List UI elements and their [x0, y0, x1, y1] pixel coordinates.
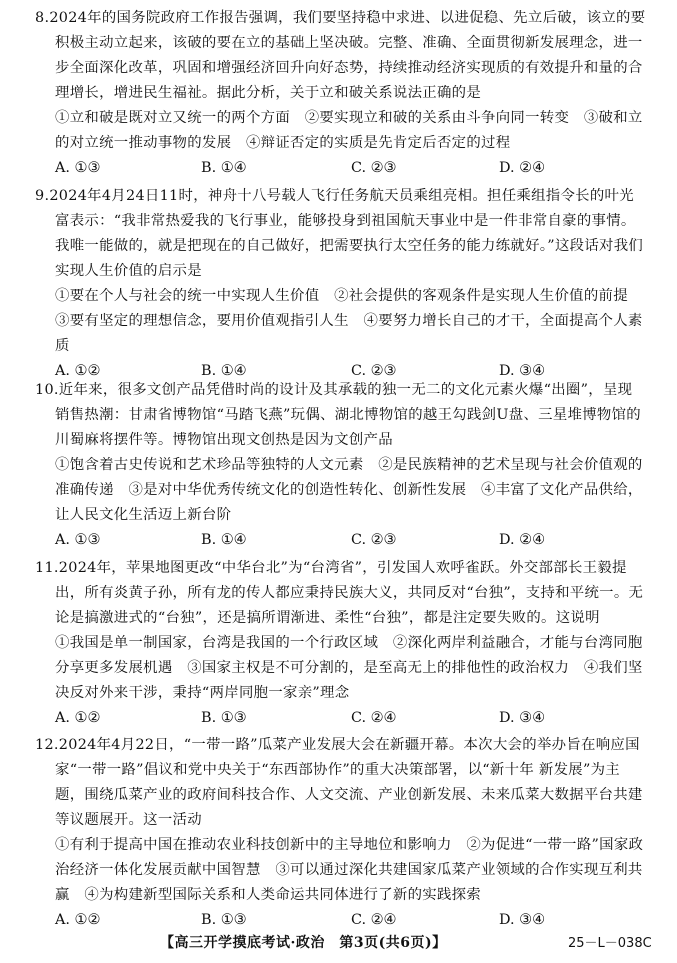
choice-a: A. ①② — [55, 912, 101, 928]
question-9 — [35, 184, 647, 384]
choice-a: A. ①② — [55, 710, 101, 726]
choice-b: B. ①④ — [201, 160, 247, 176]
question-statements: ①立和破是既对立又统一的两个方面 ②要实现立和破的关系由斗争向同一转变 ③破和立的对立统一推动事物的发展 ④辩证否定的实质是先肯定后否定的过程 — [55, 110, 643, 151]
choice-d: D. ②④ — [499, 532, 545, 548]
question-stem: 11.2024年，苹果地图更改“中华台北”为“台湾省”，引发国人欢呼雀跃。外交部部长王毅提出，所有炎黄子孙，所有龙的传人都应秉持民族大义，共同反对“台独”，支持和平统一。无论是搞激进式的“台独”，还是搞所谓渐进、柔性“台独”，都是注定要失败的。这说明 — [35, 560, 644, 626]
choice-d: D. ③④ — [499, 710, 545, 726]
question-statements: ①要在个人与社会的统一中实现人生价值 ②社会提供的客观条件是实现人生价值的前提 ③要有坚定的理想信念，要用价值观指引人生 ④要努力增长自己的才干，全面提高个人素质 — [55, 288, 643, 354]
choice-c: C. ②④ — [351, 710, 397, 726]
question-statements: ①饱含着古史传说和艺术珍品等独特的人文元素 ②是民族精神的艺术呈现与社会价值观的准确传递 ③是对中华优秀传统文化的创造性转化、创新性发展 ④丰富了文化产品供给，让人民文化生活迈上新台阶 — [55, 457, 643, 523]
choice-b: B. ①③ — [201, 710, 247, 726]
choice-c: C. ②③ — [351, 160, 397, 176]
question-11 — [35, 556, 647, 731]
choice-b: B. ①③ — [201, 912, 247, 928]
page-footer — [0, 930, 677, 952]
choice-d: D. ③④ — [499, 912, 545, 928]
choice-a: A. ①③ — [55, 532, 101, 548]
choice-b: B. ①④ — [201, 363, 247, 379]
choice-a: A. ①③ — [55, 160, 101, 176]
footer-title: 【高三开学摸底考试·政治 第3页(共6页)】 — [160, 935, 447, 951]
choice-d: D. ②④ — [499, 160, 545, 176]
question-stem: 8.2024年的国务院政府工作报告强调，我们要坚持稳中求进、以进促稳、先立后破，该立的要积极主动立起来，该破的要在立的基础上坚决破。完整、准确、全面贯彻新发展理念，进一步全面深化改革，巩固和增强经济回升向好态势，持续推动经济实现质的有效提升和量的合理增长，增进民生福祉。据此分析，关于立和破关系说法正确的是 — [35, 10, 646, 101]
choice-d: D. ③④ — [499, 363, 545, 379]
question-stem: 9.2024年4月24日11时，神舟十八号载人飞行任务航天员乘组亮相。担任乘组指令长的叶光富表示：“我非常热爱我的飞行事业，能够投身到祖国航天事业中是一件非常自豪的事情。我唯一能做的，就是把现在的自己做好，把需要执行太空任务的能力练就好。”这段话对我们实现人生价值的启示是 — [35, 188, 644, 279]
paper-code: 25－L－038C — [568, 936, 652, 951]
question-stem: 10.近年来，很多文创产品凭借时尚的设计及其承载的独一无二的文化元素火爆“出圈”，呈现销售热潮：甘肃省博物馆“马踏飞燕”玩偶、湖北博物馆的越王勾践剑U盘、三星堆博物馆的川蜀麻将摆件等。博物馆出现文创热是因为文创产品 — [35, 382, 641, 448]
question-12 — [35, 733, 647, 933]
question-stem: 12.2024年4月22日，“一带一路”瓜菜产业发展大会在新疆开幕。本次大会的举办旨在响应国家“一带一路”倡议和党中央关于“东西部协作”的重大决策部署，以“新十年 新发展”为主题，围绕瓜菜产业的政府间科技合作、人文交流、产业创新发展、未来瓜菜大数据平台共建等议题展开。这一活动 — [35, 737, 643, 828]
answer-choices — [35, 706, 647, 731]
answer-choices — [35, 528, 647, 553]
choice-c: C. ②③ — [351, 532, 397, 548]
question-statements: ①有利于提高中国在推动农业科技创新中的主导地位和影响力 ②为促进“一带一路”国家政治经济一体化发展贡献中国智慧 ③可以通过深化共建国家瓜菜产业领域的合作实现互利共赢 ④为构建新型国际关系和人类命运共同体进行了新的实践探索 — [55, 837, 644, 903]
choice-b: B. ①④ — [201, 532, 247, 548]
choice-c: C. ②④ — [351, 912, 397, 928]
choice-a: A. ①② — [55, 363, 101, 379]
question-8 — [35, 6, 647, 181]
question-statements: ①我国是单一制国家，台湾是我国的一个行政区域 ②深化两岸利益融合，才能与台湾同胞分享更多发展机遇 ③国家主权是不可分割的，是至高无上的排他性的政治权力 ④我们坚决反对外来干涉，秉持“两岸同胞一家亲”理念 — [55, 635, 643, 701]
choice-c: C. ②③ — [351, 363, 397, 379]
question-10 — [35, 378, 647, 553]
answer-choices — [35, 156, 647, 181]
